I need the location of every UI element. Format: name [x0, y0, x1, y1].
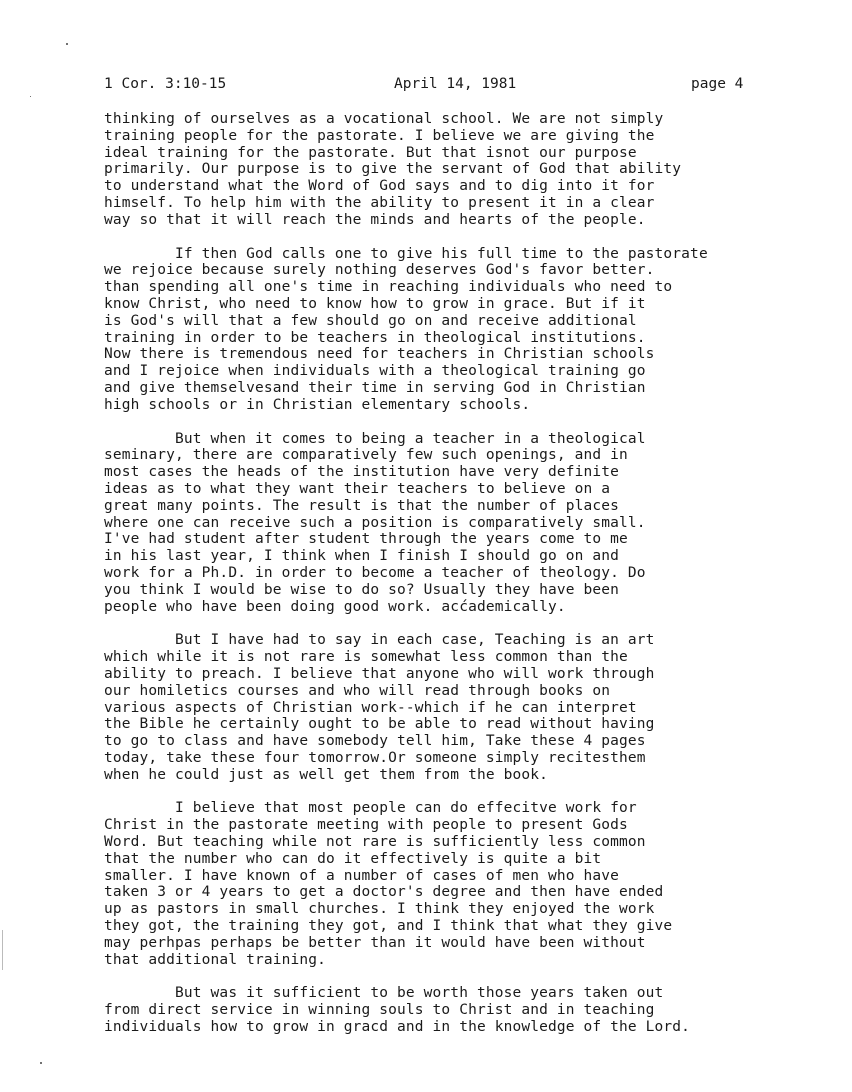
scan-speck [40, 1062, 42, 1064]
document-date: April 14, 1981 [394, 76, 517, 92]
paragraph [104, 985, 804, 1035]
text-line: various aspects of Christian work--which if he can interpret [104, 699, 637, 716]
text-line: from direct service in winning souls to Christ and in teaching [104, 1002, 655, 1019]
scan-speck [30, 96, 31, 97]
text-line: when he could just as well get them from the book. [104, 766, 548, 783]
text-line: taken 3 or 4 years to get a doctor's degree and then have ended [104, 884, 664, 901]
text-line: may perhpas perhaps be better than it would have been without [104, 934, 646, 951]
text-line: our homiletics courses and who will read through books on [104, 682, 611, 699]
document-body [104, 111, 804, 1053]
text-line: thinking of ourselves as a vocational school. We are not simply [104, 111, 664, 127]
text-line: primarily. Our purpose is to give the servant of God that ability [104, 161, 682, 178]
text-line: most cases the heads of the institution have very definite [104, 464, 620, 481]
text-line: people who have been doing good work. acćademically. [104, 598, 566, 615]
text-line: I believe that most people can do effecitve work for [104, 800, 637, 817]
page-header [104, 76, 764, 96]
text-line: ability to preach. I believe that anyone who will work through [104, 665, 655, 682]
text-line: is God's will that a few should go on and receive additional [104, 312, 637, 329]
text-line: where one can receive such a position is comparatively small. [104, 514, 646, 531]
text-line: Now there is tremendous need for teachers in Christian schools [104, 346, 655, 363]
text-line: we rejoice because surely nothing deserves God's favor better. [104, 262, 655, 279]
text-line: great many points. The result is that the number of places [104, 497, 620, 514]
text-line: they got, the training they got, and I think that what they give [104, 918, 673, 935]
text-line: that the number who can do it effectively is quite a bit [104, 850, 602, 867]
text-line: ideal training for the pastorate. But that isnot our purpose [104, 144, 637, 161]
text-line: smaller. I have known of a number of cases of men who have [104, 867, 620, 884]
text-line: But was it sufficient to be worth those years taken out [104, 985, 664, 1002]
text-line: to go to class and have somebody tell him, Take these 4 pages [104, 733, 646, 750]
paragraph [104, 431, 804, 616]
text-line: way so that it will reach the minds and hearts of the people. [104, 211, 646, 228]
paragraph [104, 800, 804, 968]
text-line: training people for the pastorate. I believe we are giving the [104, 127, 655, 144]
page-number: page 4 [691, 76, 744, 92]
text-line: up as pastors in small churches. I think they enjoyed the work [104, 901, 655, 918]
text-line: work for a Ph.D. in order to become a teacher of theology. Do [104, 564, 646, 581]
text-line: than spending all one's time in reaching individuals who need to [104, 279, 673, 296]
text-line: Christ in the pastorate meeting with people to present Gods [104, 817, 628, 834]
paragraph [104, 632, 804, 783]
text-line: you think I would be wise to do so? Usually they have been [104, 581, 620, 598]
text-line: training in order to be teachers in theological institutions. [104, 329, 646, 346]
paragraph [104, 246, 804, 414]
text-line: Word. But teaching while not rare is sufficiently less common [104, 834, 646, 851]
text-line: But when it comes to being a teacher in a theological [104, 430, 646, 447]
text-line: and give themselvesand their time in serving God in Christian [104, 379, 646, 396]
text-line: high schools or in Christian elementary schools. [104, 396, 531, 413]
text-line: to understand what the Word of God says and to dig into it for [104, 178, 655, 195]
text-line: ideas as to what they want their teachers to believe on a [104, 480, 611, 497]
text-line: I've had student after student through the years come to me [104, 531, 628, 548]
text-line: in his last year, I think when I finish I should go on and [104, 548, 620, 565]
text-line: But I have had to say in each case, Teaching is an art [104, 632, 655, 649]
text-line: the Bible he certainly ought to be able to read without having [104, 716, 655, 733]
text-line: know Christ, who need to know how to grow in grace. But if it [104, 295, 646, 312]
text-line: that additional training. [104, 951, 326, 968]
text-line: which while it is not rare is somewhat less common than the [104, 649, 628, 666]
text-line: If then God calls one to give his full time to the pastorate [104, 245, 708, 262]
scan-edge-mark [2, 930, 3, 970]
text-line: himself. To help him with the ability to present it in a clear [104, 194, 655, 211]
text-line: today, take these four tomorrow.Or someone simply recitesthem [104, 749, 646, 766]
text-line: seminary, there are comparatively few such openings, and in [104, 447, 628, 464]
text-line: and I rejoice when individuals with a theological training go [104, 363, 646, 380]
paragraph [104, 111, 804, 229]
scan-speck [66, 43, 68, 45]
text-line: individuals how to grow in gracd and in the knowledge of the Lord. [104, 1019, 691, 1036]
scripture-reference: 1 Cor. 3:10-15 [104, 76, 227, 92]
